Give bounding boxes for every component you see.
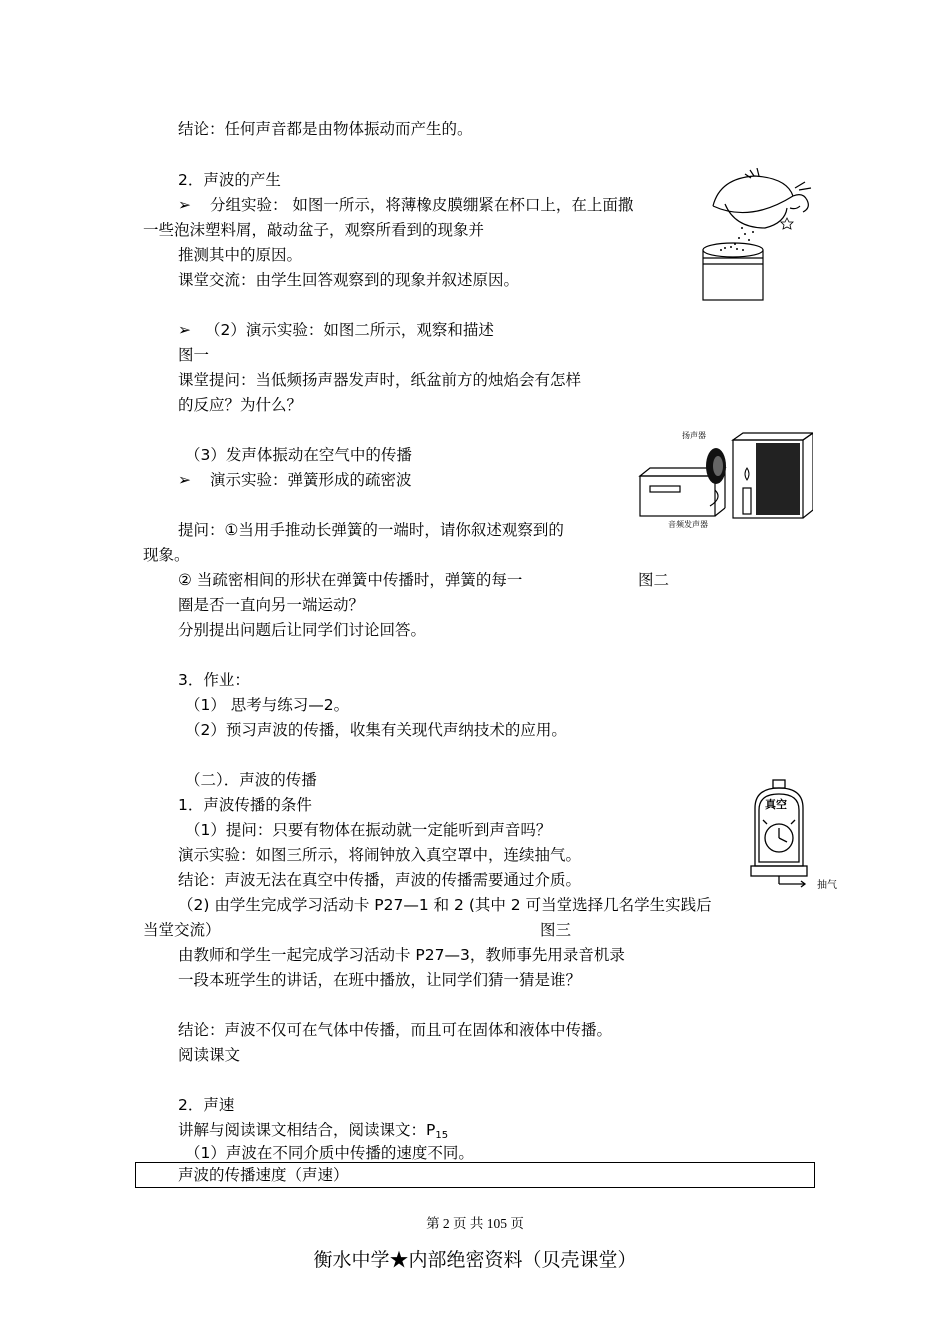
- propagation-subheading: （3）发声体振动在空气中的传播: [185, 446, 412, 464]
- page-number: 第 2 页 共 105 页: [426, 1216, 524, 1231]
- recording-activity-text: 由教师和学生一起完成学习活动卡 P27—3，教师事先用录音机录: [178, 946, 625, 964]
- section-heading-propagation: （二）．声波的传播: [185, 771, 317, 789]
- activity-card-text-cont: 当堂交流）: [143, 921, 221, 939]
- figure-2-illustration: [638, 428, 813, 533]
- vacuum-demo-text: 演示实验：如图三所示，将闹钟放入真空罩中，连续抽气。: [178, 846, 582, 864]
- sound-speed-table: [135, 1162, 815, 1188]
- figure-1-illustration: [695, 168, 825, 303]
- class-exchange-text: 课堂交流：由学生回答观察到的现象并叙述原因。: [178, 271, 520, 289]
- vacuum-label: 真空: [765, 798, 787, 811]
- page-subscript: 15: [435, 1130, 449, 1141]
- question-text-1: 提问：①当用手推动长弹簧的一端时，请你叙述观察到的: [178, 521, 564, 539]
- table-header-cell: 声波的传播速度（声速）: [178, 1166, 349, 1184]
- speed-difference-text: （1）声波在不同介质中传播的速度不同。: [185, 1144, 474, 1162]
- figure-3-caption: 图三: [540, 921, 572, 939]
- bullet-arrow-icon: ➢: [178, 321, 191, 339]
- bullet-arrow-icon: ➢: [178, 471, 191, 489]
- question-text-2: ② 当疏密相间的形状在弹簧中传播时，弹簧的每一: [178, 571, 523, 589]
- spring-demo-text: 演示实验：弹簧形成的疏密波: [210, 471, 412, 489]
- propagation-conditions-heading: 1．声波传播的条件: [178, 796, 312, 814]
- conclusion-line-1: 结论：任何声音都是由物体振动而产生的。: [178, 120, 473, 138]
- media-conclusion-text: 结论：声波不仅可在气体中传播，而且可在固体和液体中传播。: [178, 1021, 613, 1039]
- reading-instruction-text: 讲解与阅读课文相结合，阅读课文：P: [178, 1121, 436, 1139]
- speaker-label: 扬声器: [682, 431, 706, 440]
- question-text-1-cont: 现象。: [143, 546, 190, 564]
- question-text-2-cont: 圈是否一直向另一端运动？: [178, 596, 365, 614]
- figure-2-caption: 图二: [638, 571, 670, 589]
- homework-item-2: （2）预习声波的传播，收集有关现代声纳技术的应用。: [185, 721, 567, 739]
- pump-label: 抽气: [817, 880, 837, 891]
- bullet-arrow-icon: ➢: [178, 196, 191, 214]
- class-question-text-cont: 的反应？为什么？: [178, 396, 303, 414]
- group-experiment-text-cont: 一些泡沫塑料屑，敲动盆子，观察所看到的现象并: [143, 221, 485, 239]
- group-experiment-text: 分组实验： 如图一所示，将薄橡皮膜绷紧在杯口上，在上面撒: [210, 196, 634, 214]
- activity-card-text: （2) 由学生完成学习活动卡 P27—1 和 2 (其中 2 可当堂选择几名学生实践后: [178, 896, 712, 914]
- vacuum-conclusion-text: 结论：声波无法在真空中传播，声波的传播需要通过介质。: [178, 871, 582, 889]
- demo-experiment-text: （2）演示实验：如图二所示，观察和描述: [205, 321, 494, 339]
- question-vibration: （1）提问：只要有物体在振动就一定能听到声音吗？: [185, 821, 552, 839]
- discussion-text: 分别提出问题后让同学们讨论回答。: [178, 621, 427, 639]
- read-text-line: 阅读课文: [178, 1046, 241, 1064]
- figure-1-caption: 图一: [178, 346, 210, 364]
- footer-watermark: 衡水中学★内部绝密资料（贝壳课堂）: [313, 1250, 637, 1271]
- group-experiment-text-cont2: 推测其中的原因。: [178, 246, 303, 264]
- recording-activity-text-cont: 一段本班学生的讲话，在班中播放，让同学们猜一猜是谁？: [178, 971, 582, 989]
- homework-heading: 3．作业：: [178, 671, 250, 689]
- section-heading-sound-production: 2．声波的产生: [178, 171, 281, 189]
- figure-3-illustration: [745, 778, 850, 898]
- sound-speed-heading: 2．声速: [178, 1096, 235, 1114]
- homework-item-1: （1） 思考与练习—2。: [185, 696, 350, 714]
- class-question-text: 课堂提问：当低频扬声器发声时，纸盆前方的烛焰会有怎样: [178, 371, 582, 389]
- generator-label: 音频发声器: [668, 520, 708, 529]
